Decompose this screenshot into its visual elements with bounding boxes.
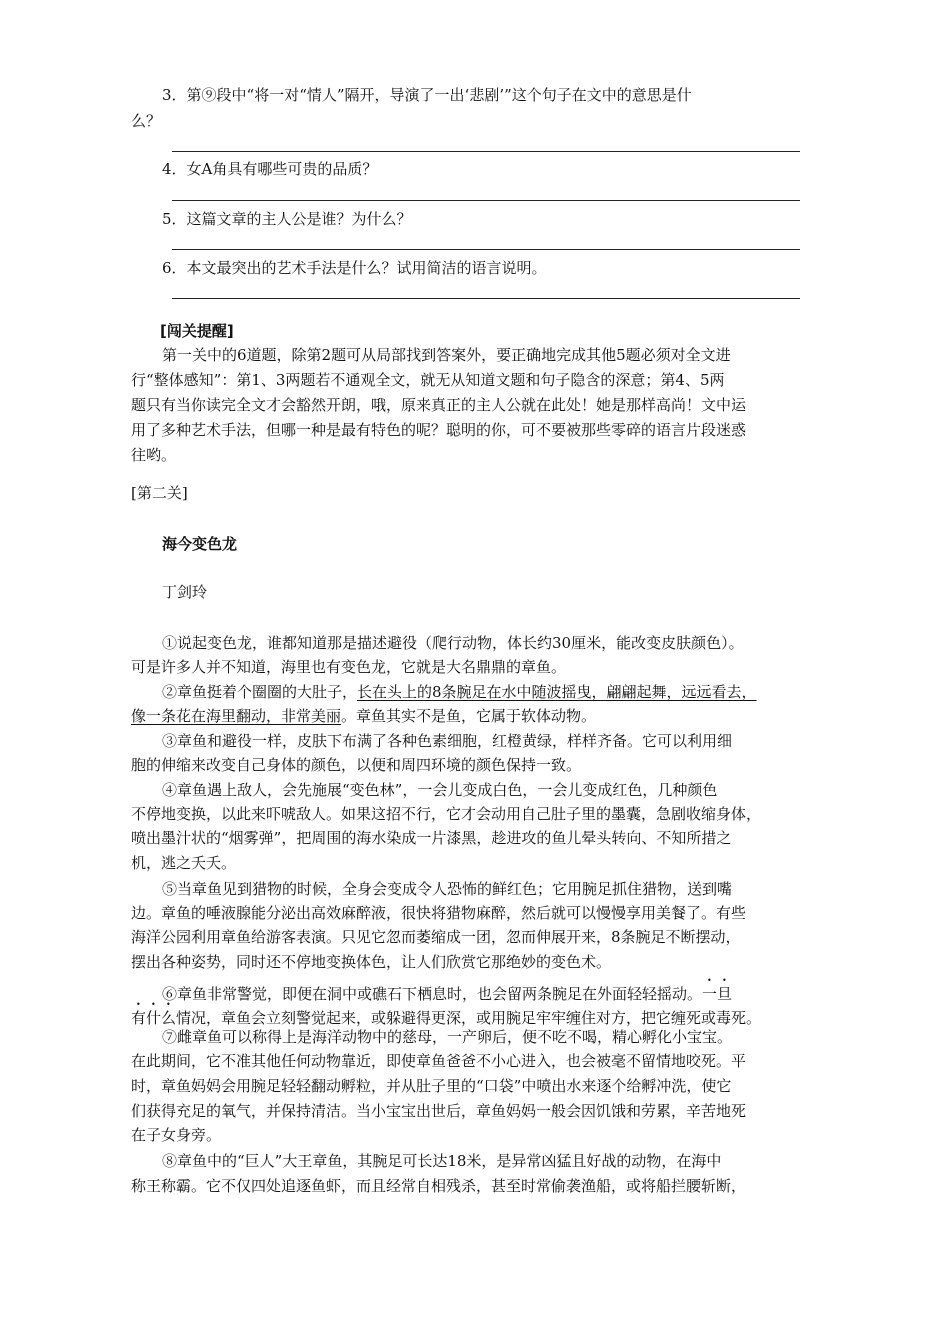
answer-line-6 [172, 298, 800, 299]
paragraph-1-line: ①说起变色龙，谁都知道那是描述避役（爬行动物，体长约30厘米，能改变皮肤颜色）。 [162, 634, 744, 652]
tip-line: 题只有当你读完全文才会豁然开朗，哦，原来真正的主人公就在此处！她是那样高尚！文中运 [131, 396, 747, 414]
paragraph-2-line: 像一条花在海里翻动，非常美丽。章鱼其实不是鱼，它属于软体动物。 [131, 707, 597, 725]
paragraph-6-line: ⑥章鱼非常警觉，即便在洞中或礁石下栖息时，也会留两条腕足在外面轻轻摇动。一旦 [162, 985, 733, 1003]
paragraph-7-line: 们获得充足的氧气，并保持清洁。当小宝宝出世后，章鱼妈妈一般会因饥饿和劳累，辛苦地死 [131, 1102, 747, 1120]
paragraph-7-line: 在子女身旁。 [131, 1126, 222, 1144]
paragraph-4-line: ④章鱼遇上敌人，会先施展“变色林”，一会儿变成白色，一会儿变成红色，几种颜色 [162, 781, 718, 799]
article-title: 海今变色龙 [162, 535, 238, 553]
article-author: 丁剑玲 [162, 583, 208, 601]
answer-line-3 [172, 151, 800, 152]
paragraph-2-line: ②章鱼挺着个圈圈的大肚子，长在头上的8条腕足在水中随波摇曳，翩翩起舞，远远看去， [162, 683, 757, 701]
level2-heading: [第二关] [131, 484, 188, 502]
question-6: 6．本文最突出的艺术手法是什么？试用简洁的语言说明。 [162, 259, 547, 277]
answer-line-4 [172, 200, 800, 201]
paragraph-4-line: 喷出墨汁状的“烟雾弹”，把周围的海水染成一片漆黑，趁进攻的鱼儿晕头转向、不知所措之 [131, 829, 732, 847]
paragraph-4-line: 机，逃之夭夭。 [131, 854, 237, 872]
emphasized-text: 一旦 [702, 985, 733, 1003]
tip-heading: [闯关提醒] [160, 322, 234, 340]
question-3-cont: 么？ [131, 112, 162, 130]
paragraph-7-line: 在此期间，它不准其他任何动物靠近，即使章鱼爸爸不小心进入，也会被毫不留情地咬死。平 [131, 1052, 747, 1070]
answer-line-5 [172, 249, 800, 250]
question-4: 4．女A角具有哪些可贵的品质？ [162, 160, 378, 178]
paragraph-3-line: 胞的伸缩来改变自己身体的颜色，以便和周四环境的颜色保持一致。 [131, 756, 582, 774]
paragraph-7-line: 时，章鱼妈妈会用腕足轻轻翻动孵粒，并从肚子里的“口袋”中喷出水来逐个给孵冲洗，使它 [131, 1077, 732, 1095]
paragraph-1-line: 可是许多人并不知道，海里也有变色龙，它就是大名鼎鼎的章鱼。 [131, 658, 567, 676]
emphasized-text: 有什么 [131, 1009, 177, 1027]
paragraph-5-line: ⑤当章鱼见到猎物的时候，全身会变成令人恐怖的鲜红色；它用腕足抓住猎物，送到嘴 [162, 880, 733, 898]
tip-line: 往哟。 [131, 446, 177, 464]
paragraph-3-line: ③章鱼和避役一样，皮肤下布满了各种色素细胞，红橙黄绿，样样齐备。它可以利用细 [162, 732, 733, 750]
question-5: 5．这篇文章的主人公是谁？为什么？ [162, 210, 412, 228]
paragraph-4-line: 不停地变换，以此来吓唬敌人。如果这招不行，它才会动用自己肚子里的墨囊，急剧收缩身体， [131, 805, 762, 823]
paragraph-7-line: ⑦雌章鱼可以称得上是海洋动物中的慈母，一产卵后，便不吃不喝，精心孵化小宝宝。 [162, 1028, 733, 1046]
paragraph-5-line: 海洋公园利用章鱼给游客表演。只见它忽而萎缩成一团，忽而伸展开来，8条腕足不断摆动， [131, 928, 741, 946]
paragraph-5-line: 摆出各种姿势，同时还不停地变换体色，让人们欣赏它那绝妙的变色术。 [131, 953, 612, 971]
paragraph-8-line: ⑧章鱼中的“巨人”大王章鱼，其腕足可长达18米，是异常凶猛且好战的动物，在海中 [162, 1152, 722, 1170]
tip-line: 行“整体感知”：第1、3两题若不通观全文，就无从知道文题和句子隐含的深意；第4、5两 [131, 371, 725, 389]
tip-line: 第一关中的6道题，除第2题可从局部找到答案外，要正确地完成其他5题必须对全文进 [162, 346, 731, 364]
tip-line: 用了多种艺术手法，但哪一种是最有特色的呢？聪明的你，可不要被那些零碎的语言片段迷惑 [131, 421, 747, 439]
paragraph-8-line: 称王称霸。它不仅四处追逐鱼虾，而且经常自相残杀，甚至时常偷袭渔船，或将船拦腰斩断， [131, 1177, 747, 1195]
underlined-phrase: 长在头上的8条腕足在水中随波摇曳，翩翩起舞，远远看去， [357, 683, 757, 701]
question-3: 3．第⑨段中“将一对“情人”隔开，导演了一出‘悲剧’”这个句子在文中的意思是什 [162, 86, 692, 104]
underlined-phrase: 像一条花在海里翻动，非常美丽 [131, 707, 342, 725]
paragraph-5-line: 边。章鱼的唾液腺能分泌出高效麻醉液，很快将猎物麻醉，然后就可以慢慢享用美餐了。有些 [131, 904, 747, 922]
paragraph-6-line: 有什么情况，章鱼会立刻警觉起来，或躲避得更深，或用腕足牢牢缠住对方，把它缠死或毒死。 [131, 1009, 762, 1027]
